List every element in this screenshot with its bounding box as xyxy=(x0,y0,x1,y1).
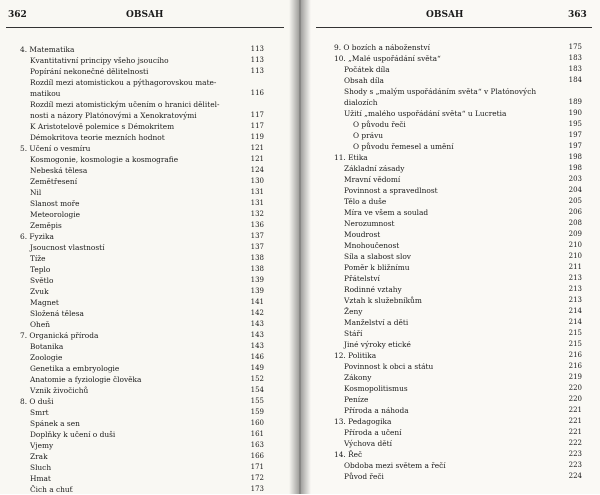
entry-page-number: 136 xyxy=(250,221,264,229)
entry-title: Počátek díla xyxy=(344,65,390,74)
entry-title: 11. Etika xyxy=(334,153,368,162)
entry-page-number: 213 xyxy=(568,285,582,293)
entry-title: Kosmogonie, kosmologie a kosmografie xyxy=(30,155,179,164)
entry-title: Rozdíl mezi atomistickou a pýthagorovskou mate- xyxy=(30,78,217,87)
entry-page-number: 137 xyxy=(250,243,264,251)
entry-title: Užití „malého uspořádání světa“ u Lucretia xyxy=(344,109,507,118)
contents-entry xyxy=(334,42,582,53)
entry-title: Botanika xyxy=(30,342,64,351)
contents-entry xyxy=(334,295,582,306)
contents-entry xyxy=(334,97,582,108)
entry-title: Manželství a děti xyxy=(344,318,409,327)
left-running-head: OBSAH xyxy=(126,10,164,20)
contents-entry xyxy=(334,53,582,64)
entry-title: Mravní vědomí xyxy=(344,175,401,184)
contents-entry xyxy=(20,253,264,264)
contents-entry xyxy=(334,174,582,185)
entry-page-number: 221 xyxy=(568,406,582,414)
contents-entry xyxy=(20,44,264,55)
entry-page-number: 113 xyxy=(250,67,264,75)
contents-entry xyxy=(20,407,264,418)
contents-entry xyxy=(20,77,264,88)
entry-title: 8. O duši xyxy=(20,397,54,406)
entry-page-number: 184 xyxy=(568,76,582,84)
contents-entry xyxy=(20,66,264,77)
contents-entry xyxy=(20,242,264,253)
entry-page-number: 223 xyxy=(568,450,582,458)
entry-title: Zákony xyxy=(344,373,372,382)
entry-page-number: 208 xyxy=(568,219,582,227)
contents-entry xyxy=(20,209,264,220)
entry-title: Zeměpis xyxy=(30,221,62,230)
entry-title: Magnet xyxy=(30,298,59,307)
contents-entry xyxy=(334,306,582,317)
contents-entry xyxy=(20,484,264,495)
contents-entry xyxy=(20,418,264,429)
right-page-number: 363 xyxy=(568,10,587,20)
right-running-head: OBSAH xyxy=(426,10,464,20)
contents-entry xyxy=(20,352,264,363)
entry-page-number: 132 xyxy=(250,210,264,218)
entry-title: Světlo xyxy=(30,276,54,285)
contents-entry xyxy=(334,460,582,471)
contents-entry xyxy=(334,405,582,416)
entry-title: Zemětřesení xyxy=(30,177,78,186)
entry-page-number: 209 xyxy=(568,230,582,238)
contents-entry xyxy=(334,262,582,273)
entry-page-number: 214 xyxy=(568,307,582,315)
entry-page-number: 137 xyxy=(250,232,264,240)
entry-page-number: 190 xyxy=(568,109,582,117)
entry-page-number: 138 xyxy=(250,265,264,273)
entry-page-number: 215 xyxy=(568,329,582,337)
entry-page-number: 146 xyxy=(250,353,264,361)
entry-title: O původu řemesel a umění xyxy=(353,142,454,151)
contents-entry xyxy=(20,308,264,319)
entry-title: 9. O bozích a náboženství xyxy=(334,43,430,52)
entry-page-number: 224 xyxy=(568,472,582,480)
contents-entry xyxy=(334,416,582,427)
entry-page-number: 131 xyxy=(250,199,264,207)
entry-page-number: 139 xyxy=(250,276,264,284)
contents-entry xyxy=(20,451,264,462)
contents-entry xyxy=(20,473,264,484)
entry-title: Příroda a učení xyxy=(344,428,402,437)
entry-title: 10. „Malé uspořádání světa“ xyxy=(334,54,441,63)
entry-page-number: 139 xyxy=(250,287,264,295)
contents-entry xyxy=(334,284,582,295)
entry-title: Obsah díla xyxy=(344,76,384,85)
contents-entry xyxy=(334,427,582,438)
entry-title: Nerozumnost xyxy=(344,219,395,228)
entry-title: Tělo a duše xyxy=(344,197,387,206)
entry-title: dialozích xyxy=(344,98,378,107)
entry-page-number: 215 xyxy=(568,340,582,348)
entry-page-number: 183 xyxy=(568,54,582,62)
entry-title: Míra ve všem a soulad xyxy=(344,208,429,217)
entry-title: matikou xyxy=(30,89,61,98)
contents-entry xyxy=(334,383,582,394)
entry-page-number: 210 xyxy=(568,252,582,260)
left-page-number: 362 xyxy=(8,10,27,20)
entry-page-number: 198 xyxy=(568,164,582,172)
entry-title: Teplo xyxy=(30,265,51,274)
contents-entry xyxy=(20,99,264,110)
entry-page-number: 216 xyxy=(568,362,582,370)
entry-page-number: 152 xyxy=(250,375,264,383)
entry-page-number: 143 xyxy=(250,342,264,350)
entry-title: K Aristotelově polemice s Démokritem xyxy=(30,122,175,131)
entry-title: Vznik živočichů xyxy=(30,386,89,395)
contents-entry xyxy=(20,429,264,440)
entry-title: Základní zásady xyxy=(344,164,405,173)
entry-title: O právu xyxy=(353,131,384,140)
contents-entry xyxy=(20,330,264,341)
contents-entry xyxy=(334,163,582,174)
entry-page-number: 172 xyxy=(250,474,264,482)
entry-page-number: 198 xyxy=(568,153,582,161)
entry-page-number: 171 xyxy=(250,463,264,471)
contents-entry xyxy=(334,130,582,141)
entry-page-number: 197 xyxy=(568,142,582,150)
contents-entry xyxy=(20,165,264,176)
contents-entry xyxy=(20,341,264,352)
entry-title: Peníze xyxy=(344,395,369,404)
entry-title: 12. Politika xyxy=(334,351,377,360)
entry-page-number: 124 xyxy=(250,166,264,174)
entry-page-number: 159 xyxy=(250,408,264,416)
entry-page-number: 204 xyxy=(568,186,582,194)
entry-title: Sluch xyxy=(30,463,52,472)
right-contents-list xyxy=(334,42,582,482)
entry-page-number: 183 xyxy=(568,65,582,73)
entry-page-number: 213 xyxy=(568,274,582,282)
entry-page-number: 155 xyxy=(250,397,264,405)
contents-entry xyxy=(20,187,264,198)
entry-title: Smrt xyxy=(30,408,49,417)
contents-entry xyxy=(334,75,582,86)
contents-entry xyxy=(334,240,582,251)
contents-entry xyxy=(334,119,582,130)
entry-title: Povinnost a spravedlnost xyxy=(344,186,438,195)
entry-page-number: 211 xyxy=(568,263,582,271)
right-header-rule xyxy=(316,27,592,28)
entry-page-number: 197 xyxy=(568,131,582,139)
entry-title: Poměr k bližnímu xyxy=(344,263,410,272)
entry-page-number: 189 xyxy=(568,98,582,106)
entry-title: Příroda a náhoda xyxy=(344,406,409,415)
entry-page-number: 149 xyxy=(250,364,264,372)
contents-entry xyxy=(20,88,264,99)
entry-page-number: 203 xyxy=(568,175,582,183)
entry-title: Nil xyxy=(30,188,42,197)
contents-entry xyxy=(334,207,582,218)
entry-page-number: 117 xyxy=(250,111,264,119)
contents-entry xyxy=(20,220,264,231)
entry-page-number: 195 xyxy=(568,120,582,128)
entry-title: Jiné výroky etické xyxy=(344,340,411,349)
contents-entry xyxy=(334,471,582,482)
entry-title: Vjemy xyxy=(30,441,54,450)
entry-title: Výchova dětí xyxy=(344,439,392,448)
left-page xyxy=(0,0,300,494)
contents-entry xyxy=(334,449,582,460)
entry-title: Oheň xyxy=(30,320,50,329)
contents-entry xyxy=(20,154,264,165)
contents-entry xyxy=(20,396,264,407)
entry-page-number: 113 xyxy=(250,45,264,53)
entry-title: O původu řeči xyxy=(353,120,406,129)
entry-title: 6. Fyzika xyxy=(20,232,54,241)
entry-title: Ženy xyxy=(344,307,363,316)
contents-entry xyxy=(334,350,582,361)
entry-title: Složená tělesa xyxy=(30,309,84,318)
entry-title: 5. Učení o vesmíru xyxy=(20,144,91,153)
entry-title: Rodinné vztahy xyxy=(344,285,402,294)
contents-entry xyxy=(20,319,264,330)
contents-entry xyxy=(334,218,582,229)
book-gutter xyxy=(289,0,311,494)
contents-entry xyxy=(20,264,264,275)
left-contents-list xyxy=(20,44,264,495)
entry-page-number: 121 xyxy=(250,155,264,163)
contents-entry xyxy=(334,394,582,405)
contents-entry xyxy=(20,55,264,66)
entry-page-number: 166 xyxy=(250,452,264,460)
entry-page-number: 121 xyxy=(250,144,264,152)
contents-entry xyxy=(334,317,582,328)
entry-title: Čich a chuť xyxy=(30,485,73,494)
entry-page-number: 221 xyxy=(568,417,582,425)
entry-title: Anatomie a fyziologie člověka xyxy=(30,375,142,384)
contents-entry xyxy=(20,121,264,132)
contents-entry xyxy=(334,273,582,284)
entry-page-number: 220 xyxy=(568,384,582,392)
entry-page-number: 161 xyxy=(250,430,264,438)
entry-title: Slanost moře xyxy=(30,199,80,208)
entry-page-number: 220 xyxy=(568,395,582,403)
entry-page-number: 116 xyxy=(250,89,264,97)
contents-entry xyxy=(20,462,264,473)
contents-entry xyxy=(334,86,582,97)
contents-entry xyxy=(334,196,582,207)
contents-entry xyxy=(334,185,582,196)
entry-page-number: 131 xyxy=(250,188,264,196)
left-header-rule xyxy=(6,27,284,28)
entry-page-number: 219 xyxy=(568,373,582,381)
contents-entry xyxy=(20,176,264,187)
contents-entry xyxy=(20,110,264,121)
contents-entry xyxy=(334,438,582,449)
contents-entry xyxy=(20,275,264,286)
entry-page-number: 221 xyxy=(568,428,582,436)
entry-title: 14. Řeč xyxy=(334,450,363,459)
entry-page-number: 216 xyxy=(568,351,582,359)
entry-page-number: 160 xyxy=(250,419,264,427)
contents-entry xyxy=(20,198,264,209)
contents-entry xyxy=(20,231,264,242)
entry-title: Původ řeči xyxy=(344,472,384,481)
contents-entry xyxy=(20,385,264,396)
contents-entry xyxy=(20,132,264,143)
entry-title: Stáří xyxy=(344,329,363,338)
entry-title: Síla a slabost slov xyxy=(344,252,411,261)
entry-title: Moudrost xyxy=(344,230,381,239)
contents-entry xyxy=(334,152,582,163)
entry-page-number: 223 xyxy=(568,461,582,469)
contents-entry xyxy=(20,286,264,297)
entry-page-number: 154 xyxy=(250,386,264,394)
entry-title: 7. Organická příroda xyxy=(20,331,99,340)
entry-title: Popírání nekonečné dělitelnosti xyxy=(30,67,149,76)
entry-page-number: 173 xyxy=(250,485,264,493)
contents-entry xyxy=(334,64,582,75)
entry-title: Přátelství xyxy=(344,274,380,283)
contents-entry xyxy=(334,328,582,339)
entry-page-number: 141 xyxy=(250,298,264,306)
entry-title: Doplňky k učení o duši xyxy=(30,430,116,439)
entry-title: Tíže xyxy=(30,254,46,263)
entry-title: Zrak xyxy=(30,452,48,461)
entry-title: Obdoba mezi světem a řečí xyxy=(344,461,446,470)
entry-title: 4. Matematika xyxy=(20,45,75,54)
entry-title: Jsoucnost vlastností xyxy=(30,243,105,252)
contents-entry xyxy=(334,372,582,383)
contents-entry xyxy=(20,374,264,385)
entry-title: Démokritova teorie mezních hodnot xyxy=(30,133,165,142)
entry-page-number: 142 xyxy=(250,309,264,317)
entry-title: Mnohoučenost xyxy=(344,241,400,250)
entry-page-number: 138 xyxy=(250,254,264,262)
entry-title: Povinnost k obci a státu xyxy=(344,362,434,371)
entry-title: Zoologie xyxy=(30,353,63,362)
contents-entry xyxy=(334,361,582,372)
entry-title: Kvantitativní principy všeho jsoucího xyxy=(30,56,169,65)
entry-title: nosti a názory Platónovými a Xenokratovými xyxy=(30,111,197,120)
entry-title: Hmat xyxy=(30,474,51,483)
entry-title: 13. Pedagogika xyxy=(334,417,392,426)
entry-page-number: 205 xyxy=(568,197,582,205)
entry-page-number: 163 xyxy=(250,441,264,449)
contents-entry xyxy=(334,251,582,262)
entry-page-number: 113 xyxy=(250,56,264,64)
contents-entry xyxy=(20,143,264,154)
entry-page-number: 143 xyxy=(250,320,264,328)
contents-entry xyxy=(334,141,582,152)
contents-entry xyxy=(20,363,264,374)
entry-page-number: 213 xyxy=(568,296,582,304)
right-page xyxy=(300,0,600,494)
entry-title: Rozdíl mezi atomistickým učením o hranici dělitel- xyxy=(30,100,220,109)
contents-entry xyxy=(334,108,582,119)
entry-page-number: 222 xyxy=(568,439,582,447)
contents-entry xyxy=(20,440,264,451)
contents-entry xyxy=(334,339,582,350)
entry-title: Genetika a embryologie xyxy=(30,364,120,373)
entry-title: Vztah k služebníkům xyxy=(344,296,422,305)
entry-page-number: 210 xyxy=(568,241,582,249)
entry-title: Shody s „malým uspořádáním světa“ v Platónových xyxy=(344,87,537,96)
entry-page-number: 143 xyxy=(250,331,264,339)
entry-title: Meteorologie xyxy=(30,210,80,219)
entry-title: Kosmopolitismus xyxy=(344,384,408,393)
entry-title: Zvuk xyxy=(30,287,49,296)
entry-page-number: 214 xyxy=(568,318,582,326)
entry-page-number: 119 xyxy=(250,133,264,141)
contents-entry xyxy=(20,297,264,308)
entry-page-number: 130 xyxy=(250,177,264,185)
entry-page-number: 117 xyxy=(250,122,264,130)
entry-title: Nebeská tělesa xyxy=(30,166,88,175)
contents-entry xyxy=(334,229,582,240)
entry-page-number: 206 xyxy=(568,208,582,216)
entry-title: Spánek a sen xyxy=(30,419,80,428)
entry-page-number: 175 xyxy=(568,43,582,51)
